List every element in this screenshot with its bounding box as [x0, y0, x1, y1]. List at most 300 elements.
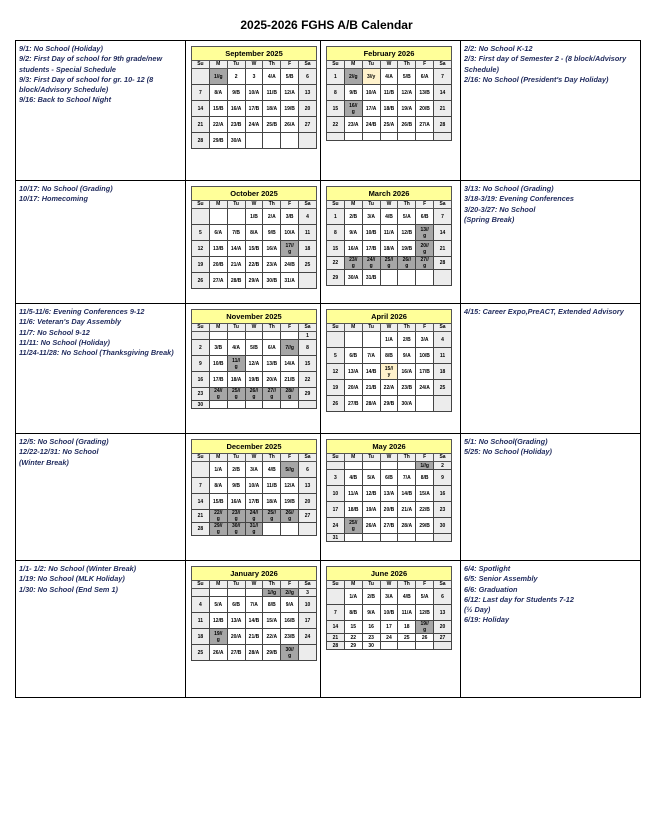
month-wrap: [186, 41, 320, 149]
day-cell: [344, 209, 362, 225]
weekday-header: Su: [192, 201, 210, 209]
week-row: [327, 605, 452, 621]
day-value: 19/B: [284, 498, 295, 505]
day-value: 17/B: [212, 376, 224, 383]
day-value: 29: [304, 391, 311, 397]
day-cell: [263, 85, 281, 101]
day-value: 22/B: [248, 261, 260, 268]
day-value: 25/B: [266, 121, 278, 128]
day-value: 27: [304, 513, 311, 519]
left-notes-cell: [16, 41, 186, 181]
day-cell: [362, 380, 380, 396]
left-notes-cell: [16, 434, 186, 561]
month-calendar: [191, 309, 317, 409]
day-cell: [299, 494, 317, 510]
day-cell: [192, 494, 210, 510]
day-value: 9/A: [349, 229, 358, 236]
day-value: 19: [197, 261, 204, 268]
empty-cell: [245, 401, 263, 409]
day-cell: [416, 470, 434, 486]
day-cell: [434, 364, 452, 380]
day-cell: [380, 332, 398, 348]
day-cell: [344, 225, 362, 241]
day-value: 27: [304, 121, 311, 128]
day-cell: [192, 401, 210, 409]
day-cell: [227, 597, 245, 613]
weekday-header: M: [209, 454, 227, 462]
day-value: 17/B: [365, 245, 377, 252]
day-value: 2//g: [348, 73, 358, 80]
day-cell: [416, 634, 434, 642]
weekday-header: M: [209, 61, 227, 69]
right-notes: [461, 41, 640, 88]
weekday-header: F: [416, 324, 434, 332]
day-cell: [245, 462, 263, 478]
day-cell: [416, 605, 434, 621]
note-item: 1/1- 1/2: No School (Winter Break): [19, 564, 137, 573]
empty-cell: [299, 273, 317, 289]
day-cell: [192, 645, 210, 661]
day-value: 23/B: [284, 633, 295, 640]
day-value: 6: [306, 73, 309, 80]
day-value: 12: [332, 368, 339, 375]
right-notes-cell: [461, 561, 641, 698]
day-value: 15/A: [266, 617, 278, 624]
day-cell: [263, 589, 281, 597]
left-notes-cell: [16, 561, 186, 698]
day-value: 20//g: [420, 242, 429, 255]
day-cell: [227, 273, 245, 289]
day-cell: [281, 589, 299, 597]
day-value: 8: [306, 344, 309, 351]
day-value: 11/B: [266, 89, 277, 96]
day-cell: [209, 478, 227, 494]
week-row: [327, 101, 452, 117]
day-cell: [227, 372, 245, 388]
day-cell: [281, 209, 299, 225]
day-cell: [327, 642, 345, 650]
note-item: (Winter Break): [19, 457, 69, 467]
day-cell: [398, 101, 416, 117]
weekday-header: Tu: [362, 61, 380, 69]
day-value: 6: [306, 466, 309, 473]
empty-cell: [281, 133, 299, 149]
weekday-header: Sa: [299, 324, 317, 332]
day-cell: [344, 85, 362, 101]
weekday-header-row: [192, 454, 317, 462]
day-value: 16/A: [401, 368, 413, 375]
weekday-header: Th: [263, 61, 281, 69]
day-value: 28: [439, 260, 446, 266]
day-cell: [263, 597, 281, 613]
day-value: 11/B: [266, 482, 277, 489]
day-value: 10/A: [248, 89, 260, 96]
empty-cell: [344, 133, 362, 141]
day-cell: [362, 85, 380, 101]
day-cell: [299, 356, 317, 372]
day-cell: [362, 209, 380, 225]
day-value: 2/A: [267, 213, 276, 220]
empty-cell: [434, 133, 452, 141]
day-value: 4/B: [267, 466, 276, 473]
day-value: 14: [439, 229, 446, 236]
day-cell: [192, 273, 210, 289]
day-cell: [362, 348, 380, 364]
day-value: 3: [252, 73, 256, 80]
day-value: 27//g: [420, 257, 429, 269]
day-value: 25: [404, 634, 410, 641]
day-cell: [263, 117, 281, 133]
day-value: 15: [332, 245, 339, 252]
note-item: 3/13: No School (Grading): [464, 184, 554, 193]
week-row: [192, 629, 317, 645]
weekday-header: F: [281, 324, 299, 332]
week-row: [192, 117, 317, 133]
day-value: 22/A: [212, 121, 224, 128]
day-cell: [245, 523, 263, 536]
day-value: 22/A: [383, 384, 395, 391]
day-value: 3/A: [367, 213, 375, 220]
day-value: 3/B: [285, 213, 294, 220]
day-cell: [327, 634, 345, 642]
day-value: 13: [439, 609, 446, 616]
day-value: 10/B: [365, 229, 377, 236]
day-cell: [209, 510, 227, 523]
day-cell: [281, 597, 299, 613]
day-cell: [380, 69, 398, 85]
empty-cell: [299, 133, 317, 149]
day-value: 19/B: [284, 105, 295, 112]
day-value: 30: [197, 401, 204, 408]
weekday-header-row: [327, 201, 452, 209]
day-value: 22: [304, 376, 311, 383]
day-cell: [344, 396, 362, 412]
day-cell: [227, 645, 245, 661]
right-notes-cell: [461, 181, 641, 304]
day-value: 24/B: [365, 121, 377, 128]
weekday-header: Th: [398, 454, 416, 462]
day-value: 25//g: [349, 519, 358, 532]
day-value: 23//g: [231, 510, 241, 522]
day-cell: [245, 117, 263, 133]
note-item: 11/5-11/6: Evening Conferences 9-12: [19, 307, 145, 316]
week-row: [327, 486, 452, 502]
day-cell: [344, 69, 362, 85]
day-value: 12/B: [401, 229, 413, 236]
day-cell: [263, 101, 281, 117]
day-cell: [344, 605, 362, 621]
empty-cell: [192, 332, 210, 340]
day-value: 28: [332, 642, 339, 649]
day-value: 25//g: [384, 257, 394, 269]
day-value: 15: [332, 105, 339, 112]
day-value: 9/B: [232, 482, 240, 489]
day-cell: [209, 597, 227, 613]
day-value: 24//g: [249, 510, 259, 522]
day-value: 6/A: [420, 73, 429, 80]
note-item: 11/24-11/28: No School (Thanksgiving Break): [19, 348, 174, 358]
weekday-header: Sa: [299, 581, 317, 589]
day-cell: [398, 380, 416, 396]
day-value: 1//g: [420, 462, 429, 469]
right-notes-cell: [461, 41, 641, 181]
empty-cell: [434, 642, 452, 650]
day-cell: [281, 85, 299, 101]
day-value: 22//g: [214, 510, 223, 522]
day-cell: [192, 372, 210, 388]
note-item: 2/16: No School (President's Day Holiday): [464, 74, 609, 84]
day-value: 13/B: [212, 245, 224, 252]
day-value: 3: [334, 474, 337, 481]
day-cell: [281, 462, 299, 478]
day-value: 8/A: [250, 229, 258, 236]
day-value: 23: [197, 391, 204, 397]
day-cell: [416, 502, 434, 518]
weekday-header: Su: [327, 324, 345, 332]
day-cell: [398, 364, 416, 380]
day-cell: [263, 241, 281, 257]
day-value: 16/A: [230, 105, 242, 112]
month-cell: [321, 304, 461, 434]
day-cell: [281, 372, 299, 388]
empty-cell: [192, 209, 210, 225]
day-value: 25/A: [383, 121, 395, 128]
day-value: 23/A: [347, 121, 359, 128]
day-cell: [281, 257, 299, 273]
day-value: 7: [199, 89, 202, 96]
day-cell: [245, 613, 263, 629]
day-value: 5/A: [402, 213, 411, 220]
weekday-header: F: [416, 61, 434, 69]
day-cell: [263, 225, 281, 241]
day-cell: [398, 396, 416, 412]
weekday-header: W: [245, 201, 263, 209]
empty-cell: [281, 332, 299, 340]
week-row: [327, 209, 452, 225]
weekday-header: F: [416, 581, 434, 589]
week-row: [327, 380, 452, 396]
month-title: January 2026: [192, 567, 317, 581]
day-value: 8/A: [214, 89, 223, 96]
day-cell: [209, 523, 227, 536]
day-cell: [380, 634, 398, 642]
week-row: [192, 388, 317, 401]
day-cell: [416, 69, 434, 85]
right-notes: [461, 561, 640, 629]
weekday-header-row: [192, 581, 317, 589]
weekday-header: M: [344, 61, 362, 69]
week-row: [327, 364, 452, 380]
day-cell: [380, 380, 398, 396]
day-value: 18/B: [347, 506, 359, 513]
day-cell: [281, 510, 299, 523]
day-value: 8/B: [420, 474, 429, 481]
week-row: [192, 332, 317, 340]
month-wrap: [186, 434, 320, 536]
empty-cell: [380, 534, 398, 542]
day-cell: [281, 69, 299, 85]
day-value: 12/B: [365, 490, 377, 497]
day-value: 27/B: [230, 649, 242, 656]
day-value: 27//g: [267, 388, 276, 400]
day-cell: [281, 478, 299, 494]
week-row: [192, 597, 317, 613]
day-value: 13/A: [230, 617, 242, 624]
day-cell: [344, 241, 362, 257]
day-cell: [398, 332, 416, 348]
weekday-header: M: [344, 581, 362, 589]
month-title-row: [192, 47, 317, 61]
day-cell: [245, 629, 263, 645]
day-cell: [434, 486, 452, 502]
day-value: 25//g: [231, 388, 241, 400]
day-cell: [245, 494, 263, 510]
weekday-header: W: [380, 201, 398, 209]
week-row: [192, 209, 317, 225]
day-cell: [416, 364, 434, 380]
day-cell: [245, 340, 263, 356]
note-item: 12/5: No School (Grading): [19, 437, 109, 446]
month-calendar: [326, 439, 452, 542]
day-value: 23/B: [401, 384, 413, 391]
day-value: 26: [421, 634, 428, 641]
day-value: 7/B: [232, 229, 240, 236]
week-row: [327, 133, 452, 141]
calendar-row: [16, 561, 641, 698]
day-cell: [327, 486, 345, 502]
day-cell: [245, 645, 263, 661]
day-cell: [192, 241, 210, 257]
day-cell: [227, 462, 245, 478]
day-value: 10/B: [212, 360, 224, 367]
day-value: 24/A: [248, 121, 260, 128]
week-row: [327, 270, 452, 286]
day-value: 9/B: [232, 89, 240, 96]
week-row: [192, 510, 317, 523]
day-cell: [434, 470, 452, 486]
day-cell: [380, 396, 398, 412]
day-cell: [362, 589, 380, 605]
day-value: 24/B: [284, 261, 295, 268]
day-value: 7//g: [285, 344, 294, 351]
day-cell: [416, 348, 434, 364]
day-cell: [434, 380, 452, 396]
day-cell: [434, 225, 452, 241]
week-row: [327, 85, 452, 101]
day-value: 8/B: [385, 352, 393, 359]
week-row: [327, 534, 452, 542]
calendar-row: [16, 181, 641, 304]
day-value: 15//y: [384, 365, 394, 378]
day-cell: [344, 101, 362, 117]
day-value: 3/A: [420, 336, 429, 343]
day-value: 26/A: [212, 649, 224, 656]
day-value: 4/B: [385, 213, 393, 220]
day-value: 17/B: [248, 498, 260, 505]
day-value: 22/A: [266, 633, 278, 640]
day-cell: [227, 133, 245, 149]
day-cell: [416, 332, 434, 348]
week-row: [192, 478, 317, 494]
week-row: [192, 69, 317, 85]
note-item: 5/25: No School (Holiday): [464, 447, 552, 457]
weekday-header: Sa: [434, 581, 452, 589]
week-row: [327, 462, 452, 470]
day-cell: [227, 523, 245, 536]
day-cell: [281, 388, 299, 401]
day-value: 31/B: [365, 274, 377, 281]
day-cell: [209, 101, 227, 117]
day-cell: [398, 518, 416, 534]
note-item: 9/16: Back to School Night: [19, 95, 112, 105]
month-wrap: [321, 304, 460, 412]
day-cell: [281, 241, 299, 257]
day-value: 10: [304, 601, 311, 608]
week-row: [192, 225, 317, 241]
day-cell: [192, 85, 210, 101]
day-cell: [434, 332, 452, 348]
day-cell: [362, 621, 380, 634]
left-notes-cell: [16, 304, 186, 434]
day-value: 4: [306, 213, 309, 220]
note-item: 9/2: First Day of school for 9th grade/new students - Special Schedule: [19, 54, 163, 74]
day-cell: [192, 117, 210, 133]
month-title-row: [327, 440, 452, 454]
day-cell: [327, 270, 345, 286]
day-cell: [263, 356, 281, 372]
day-cell: [192, 225, 210, 241]
day-value: 18: [197, 633, 204, 640]
day-value: 21: [332, 634, 339, 641]
day-value: 11//g: [232, 357, 241, 370]
weekday-header: M: [344, 454, 362, 462]
day-value: 23//g: [349, 257, 358, 269]
day-value: 8: [334, 89, 337, 96]
day-cell: [245, 510, 263, 523]
day-value: 31//g: [249, 523, 259, 535]
day-value: 20/B: [212, 261, 224, 268]
day-cell: [362, 241, 380, 257]
day-cell: [192, 613, 210, 629]
week-row: [192, 273, 317, 289]
month-title: December 2025: [192, 440, 317, 454]
day-cell: [209, 629, 227, 645]
weekday-header: Sa: [434, 454, 452, 462]
empty-cell: [327, 133, 345, 141]
day-value: 21: [197, 513, 204, 519]
day-value: 11/A: [383, 229, 395, 236]
day-value: 22/B: [419, 506, 430, 513]
day-cell: [380, 117, 398, 133]
day-value: 5/A: [420, 593, 429, 600]
day-value: 16/B: [284, 617, 295, 624]
day-value: 30: [439, 522, 446, 529]
day-value: 2//g: [285, 589, 294, 596]
day-value: 30//g: [231, 523, 241, 535]
day-value: 13/B: [419, 89, 430, 96]
day-cell: [192, 597, 210, 613]
day-cell: [227, 494, 245, 510]
day-cell: [263, 510, 281, 523]
day-value: 5/B: [402, 73, 411, 80]
weekday-header: Th: [263, 581, 281, 589]
day-value: 17: [386, 624, 392, 630]
day-value: 29//g: [214, 523, 223, 535]
empty-cell: [245, 589, 263, 597]
day-cell: [209, 356, 227, 372]
month-wrap: [186, 181, 320, 289]
day-value: 7/A: [402, 474, 411, 481]
